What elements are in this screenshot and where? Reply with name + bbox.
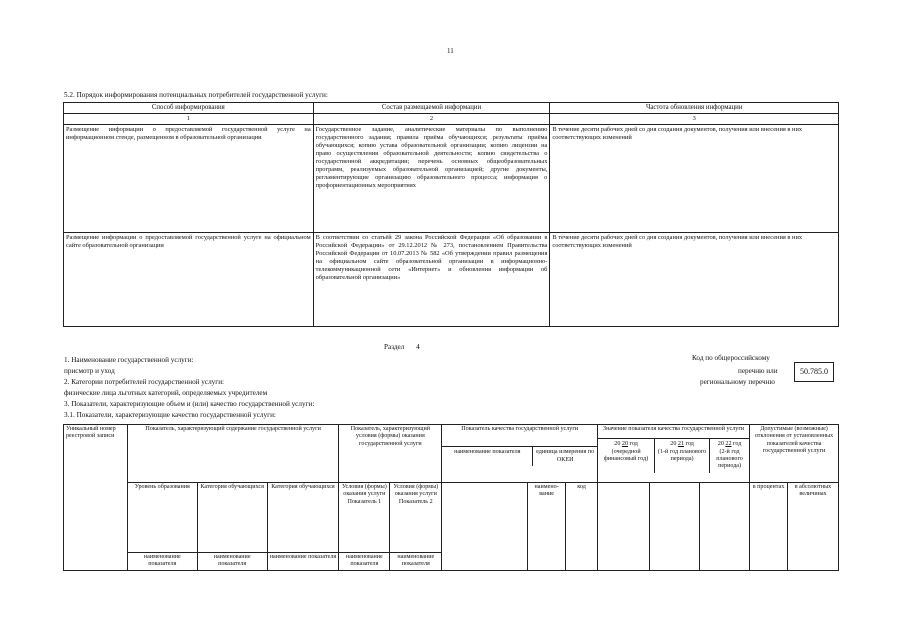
service-name-value: присмотр и уход <box>64 367 115 375</box>
header-frequency: Частота обновления информации <box>550 103 839 114</box>
row-content: В соответствии со статьёй 29 закона Российской Федерации «Об образовании в Российской Федерации» от 29.12.2012 № 273, постановлением Правительства Российской Федерации от 10.07.2013 № 582 «Об утверждении правил размещения на официальном сайте образовательной организации в информационно-телекоммуникационной сети «Интернет» и обновления информации об образовательной организации» <box>313 232 550 326</box>
footer-indicator-name: наименование показателя <box>267 553 339 571</box>
row-frequency: В течение десяти рабочих дней со дня создания документов, получения или внесения в них соответствующих изменений <box>550 232 839 326</box>
row-content: Государственное задание, аналитические материалы по выполнению государственного задания; правила приёма обучающихся; результаты приёма обучающихся; копию устава образовательной организации; копию лицензии на право осуществления образовательной деятельности; копию свидетельства о государственной аккредитации; перечень основных общеобразовательных программ, реализуемых образовательной организацией; другие документы, регламентирующие организацию образовательного процесса; информация о профориентационных мероприятиях <box>313 124 550 232</box>
col-unit-name: наимено-вание <box>528 483 566 571</box>
year-2 <box>655 439 710 472</box>
col-form-1: Условия (формы) оказания услуги Показатель 1 <box>339 483 390 553</box>
col-education-level <box>127 483 197 553</box>
informing-table-numbers <box>64 113 839 124</box>
row-method: Размещение информации о предоставляемой государственной услуге на официальном сайте образовательной организации <box>64 232 314 326</box>
year-1-number: 20 <box>621 441 628 448</box>
col-number: 2 <box>313 113 550 124</box>
col-indicator-name <box>442 483 528 571</box>
okei-label-3: региональному перечню <box>700 378 775 386</box>
indicators-label: 3. Показатели, характеризующие объем и (или) качество государственной услуги: <box>64 400 315 408</box>
header-indicator-name: наименование показателя <box>442 447 533 466</box>
col-students-category-1 <box>197 483 267 553</box>
col-deviation-percent: в процентах <box>750 483 788 571</box>
consumers-value: физические лица льготных категорий, определяемых учредителем <box>64 389 268 397</box>
table-row <box>64 124 839 232</box>
quality-indicators-label: 3.1. Показатели, характеризующие качество государственной услуги: <box>64 411 276 419</box>
footer-indicator-name: наименование показателя <box>127 553 197 571</box>
header-method: Способ информирования <box>64 103 314 114</box>
year-2-prefix: 20 <box>670 441 677 448</box>
okei-label-1: Код по общероссийскому <box>692 354 770 362</box>
year-2-note: (1-й год планового периода) <box>657 448 707 462</box>
col-number: 1 <box>64 113 314 124</box>
col-students-category-2-label: Категория обучающихся <box>271 484 335 490</box>
col-number: 3 <box>550 113 839 124</box>
footer-indicator-name: наименование показателя <box>197 553 267 571</box>
year-2-suffix: год <box>685 441 694 448</box>
section-number: 4 <box>416 343 420 351</box>
col-value-year-1 <box>598 483 650 571</box>
consumers-label: 2. Категории потребителей государственной услуги: <box>64 378 225 386</box>
col-value-year-3 <box>700 483 750 571</box>
header-content: Состав размещаемой информации <box>313 103 550 114</box>
row-method: Размещение информации о предоставляемой государственной услуге на информационном стенде, размещенном в образовательной организации <box>64 124 314 232</box>
footer-indicator-name: наименование показателя <box>390 553 442 571</box>
values-title: Значение показателя качества государственной услуги <box>603 426 745 432</box>
col-value-year-2 <box>650 483 700 571</box>
section-word: Раздел <box>384 343 405 351</box>
col-form-2: Условия (формы) оказания услуги Показатель 2 <box>390 483 442 553</box>
year-1-prefix: 20 <box>614 441 621 448</box>
footer-indicator-name: наименование показателя <box>339 553 390 571</box>
row-frequency: В течение десяти рабочих дней со дня создания документов, получения или внесения в них соответствующих изменений <box>550 124 839 232</box>
year-3-note: (2-й год планового периода) <box>716 448 743 470</box>
header-deviation: Допустимые (возможные) отклонения от установленных показателей качества государственной услуги <box>750 425 839 483</box>
year-2-number: 21 <box>677 441 684 448</box>
year-1-note: (очередной финансовый год) <box>603 448 649 462</box>
header-quality-indicator <box>442 425 598 483</box>
header-unit: единица измерения по ОКЕИ <box>536 449 595 463</box>
quality-indicator-title: Показатель качества государственной услуги <box>461 426 579 432</box>
informing-table <box>63 102 839 327</box>
col-deviation-absolute: в абсолютных величинах <box>788 483 839 571</box>
table-row <box>64 232 839 326</box>
page-number: 11 <box>447 47 454 55</box>
informing-table-header <box>64 103 839 114</box>
year-3-number: 22 <box>725 441 732 448</box>
col-students-category-2 <box>267 483 339 553</box>
year-3-suffix: год <box>733 441 742 448</box>
col-education-level-label: Уровень образования <box>134 484 190 490</box>
service-name-label: 1. Наименование государственной услуги: <box>64 356 194 364</box>
year-1 <box>598 439 655 472</box>
header-content-indicator: Показатель, характеризующий содержание государственной услуги <box>127 425 339 483</box>
col-unit-code: код <box>566 483 598 571</box>
okei-code-box: 50.785.0 <box>794 362 834 382</box>
year-3 <box>710 439 749 472</box>
quality-table <box>63 424 839 571</box>
header-values <box>598 425 750 483</box>
header-conditions-indicator: Показатель, характеризующий условия (формы) оказания государственной услуги <box>339 425 442 483</box>
col-students-category-1-label: Категория обучающихся <box>200 484 264 490</box>
year-3-prefix: 20 <box>717 441 724 448</box>
section-5-2-title: 5.2. Порядок информирования потенциальных потребителей государственной услуги: <box>64 91 328 99</box>
year-1-suffix: год <box>629 441 638 448</box>
okei-label-2: перечню или <box>738 367 778 375</box>
header-unique-number: Уникальный номер реестровой записи <box>64 425 128 571</box>
section-title <box>384 343 420 351</box>
